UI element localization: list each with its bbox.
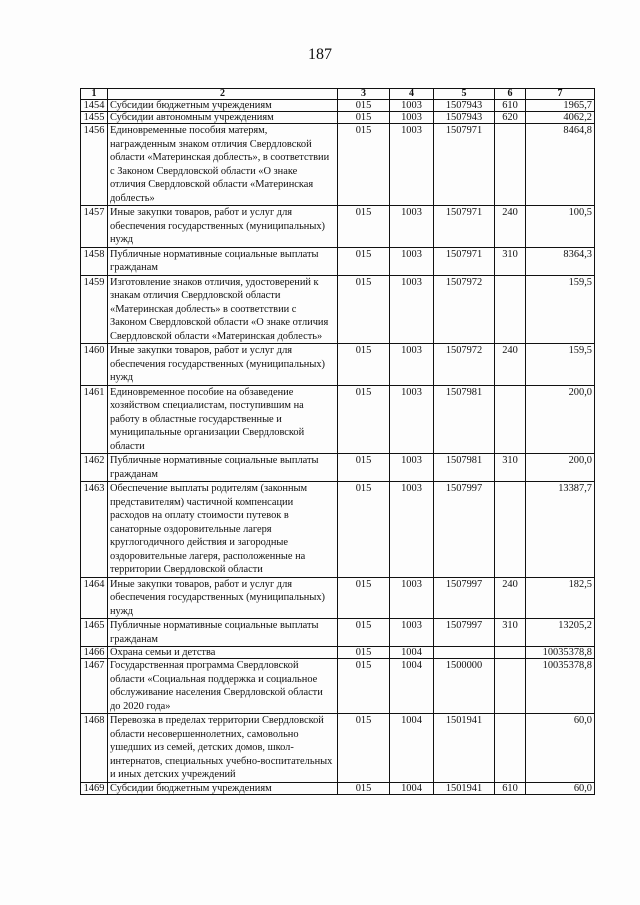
row-amount: 200,0 [526, 385, 595, 454]
table-row [81, 100, 595, 112]
section-code: 1003 [390, 577, 434, 619]
row-amount: 8364,3 [526, 247, 595, 275]
row-number: 1460 [81, 344, 108, 386]
table-row [81, 647, 595, 659]
row-name: Публичные нормативные социальные выплаты гражданам [108, 247, 338, 275]
column-header: 3 [338, 89, 390, 100]
row-amount: 10035378,8 [526, 647, 595, 659]
row-number: 1457 [81, 206, 108, 248]
section-code: 1003 [390, 206, 434, 248]
row-number: 1467 [81, 659, 108, 714]
row-amount: 13387,7 [526, 482, 595, 578]
expense-type-code: 610 [495, 782, 526, 794]
row-amount: 10035378,8 [526, 659, 595, 714]
table-row [81, 275, 595, 344]
row-amount: 4062,2 [526, 112, 595, 124]
expense-type-code [495, 659, 526, 714]
section-code: 1003 [390, 482, 434, 578]
row-amount: 159,5 [526, 275, 595, 344]
target-code: 1501941 [434, 714, 495, 783]
row-number: 1464 [81, 577, 108, 619]
admin-code: 015 [338, 619, 390, 647]
row-name: Перевозка в пределах территории Свердловской области несовершеннолетних, самовольно ушедших из семей, детских домов, школ-интернатов, специальных учебно-воспитательных и иных детских учреждений [108, 714, 338, 783]
expense-type-code: 310 [495, 619, 526, 647]
section-code: 1004 [390, 714, 434, 783]
target-code [434, 647, 495, 659]
row-number: 1454 [81, 100, 108, 112]
row-name: Публичные нормативные социальные выплаты гражданам [108, 454, 338, 482]
table-row [81, 385, 595, 454]
row-number: 1465 [81, 619, 108, 647]
row-name: Единовременное пособие на обзаведение хозяйством специалистам, поступившим на работу в областные государственные и муниципальные организации Свердловской области [108, 385, 338, 454]
target-code: 1507997 [434, 482, 495, 578]
admin-code: 015 [338, 124, 390, 206]
row-name: Субсидии автономным учреждениям [108, 112, 338, 124]
target-code: 1507997 [434, 619, 495, 647]
row-amount: 60,0 [526, 782, 595, 794]
admin-code: 015 [338, 454, 390, 482]
column-header: 1 [81, 89, 108, 100]
section-code: 1003 [390, 124, 434, 206]
budget-table [80, 88, 595, 795]
section-code: 1003 [390, 619, 434, 647]
table-row [81, 344, 595, 386]
expense-type-code [495, 647, 526, 659]
admin-code: 015 [338, 100, 390, 112]
row-number: 1456 [81, 124, 108, 206]
target-code: 1507981 [434, 454, 495, 482]
row-name: Государственная программа Свердловской области «Социальная поддержка и социальное обслуживание населения Свердловской области до 2020 года» [108, 659, 338, 714]
table-row [81, 619, 595, 647]
expense-type-code: 310 [495, 247, 526, 275]
admin-code: 015 [338, 482, 390, 578]
column-header: 5 [434, 89, 495, 100]
admin-code: 015 [338, 385, 390, 454]
table-row [81, 454, 595, 482]
row-amount: 60,0 [526, 714, 595, 783]
target-code: 1507943 [434, 100, 495, 112]
expense-type-code: 240 [495, 577, 526, 619]
target-code: 1507971 [434, 124, 495, 206]
admin-code: 015 [338, 647, 390, 659]
target-code: 1507971 [434, 206, 495, 248]
row-name: Единовременные пособия матерям, награжденным знаком отличия Свердловской области «Материнская доблесть», в соответствии с Законом Свердловской области «О знаке отличия Свердловской области «Материнская доблесть» [108, 124, 338, 206]
admin-code: 015 [338, 782, 390, 794]
row-name: Изготовление знаков отличия, удостоверений к знакам отличия Свердловской области «Материнская доблесть» в соответствии с Законом Свердловской области «О знаке отличия Свердловской области «Материнская доблесть» [108, 275, 338, 344]
admin-code: 015 [338, 714, 390, 783]
row-number: 1455 [81, 112, 108, 124]
admin-code: 015 [338, 247, 390, 275]
row-amount: 182,5 [526, 577, 595, 619]
row-name: Иные закупки товаров, работ и услуг для обеспечения государственных (муниципальных) нужд [108, 344, 338, 386]
table-row [81, 659, 595, 714]
section-code: 1003 [390, 112, 434, 124]
column-header: 2 [108, 89, 338, 100]
row-number: 1469 [81, 782, 108, 794]
target-code: 1507972 [434, 344, 495, 386]
page-number: 187 [308, 46, 332, 63]
expense-type-code [495, 714, 526, 783]
target-code: 1500000 [434, 659, 495, 714]
admin-code: 015 [338, 577, 390, 619]
row-amount: 1965,7 [526, 100, 595, 112]
target-code: 1507997 [434, 577, 495, 619]
row-number: 1462 [81, 454, 108, 482]
row-name: Публичные нормативные социальные выплаты гражданам [108, 619, 338, 647]
admin-code: 015 [338, 344, 390, 386]
row-amount: 200,0 [526, 454, 595, 482]
row-name: Иные закупки товаров, работ и услуг для обеспечения государственных (муниципальных) нужд [108, 206, 338, 248]
table-row [81, 714, 595, 783]
row-name: Субсидии бюджетным учреждениям [108, 782, 338, 794]
table-header-row [81, 89, 595, 100]
table-row [81, 124, 595, 206]
row-number: 1461 [81, 385, 108, 454]
expense-type-code [495, 275, 526, 344]
target-code: 1501941 [434, 782, 495, 794]
row-name: Обеспечение выплаты родителям (законным представителям) частичной компенсации расходов на оплату стоимости путевок в санаторные оздоровительные лагеря круглогодичного действия и загородные оздоровительные лагеря, расположенные на территории Свердловской области [108, 482, 338, 578]
row-number: 1458 [81, 247, 108, 275]
target-code: 1507981 [434, 385, 495, 454]
column-header: 7 [526, 89, 595, 100]
expense-type-code [495, 482, 526, 578]
row-number: 1466 [81, 647, 108, 659]
row-number: 1468 [81, 714, 108, 783]
row-amount: 8464,8 [526, 124, 595, 206]
section-code: 1004 [390, 647, 434, 659]
row-name: Охрана семьи и детства [108, 647, 338, 659]
expense-type-code [495, 385, 526, 454]
column-header: 6 [495, 89, 526, 100]
row-number: 1463 [81, 482, 108, 578]
admin-code: 015 [338, 659, 390, 714]
table-row [81, 206, 595, 248]
expense-type-code: 240 [495, 206, 526, 248]
section-code: 1003 [390, 100, 434, 112]
table-row [81, 482, 595, 578]
row-name: Субсидии бюджетным учреждениям [108, 100, 338, 112]
section-code: 1003 [390, 247, 434, 275]
section-code: 1003 [390, 275, 434, 344]
target-code: 1507972 [434, 275, 495, 344]
table-row [81, 247, 595, 275]
expense-type-code: 310 [495, 454, 526, 482]
row-amount: 100,5 [526, 206, 595, 248]
row-name: Иные закупки товаров, работ и услуг для обеспечения государственных (муниципальных) нужд [108, 577, 338, 619]
target-code: 1507943 [434, 112, 495, 124]
admin-code: 015 [338, 275, 390, 344]
row-amount: 13205,2 [526, 619, 595, 647]
column-header: 4 [390, 89, 434, 100]
section-code: 1004 [390, 659, 434, 714]
row-amount: 159,5 [526, 344, 595, 386]
expense-type-code: 240 [495, 344, 526, 386]
section-code: 1004 [390, 782, 434, 794]
target-code: 1507971 [434, 247, 495, 275]
admin-code: 015 [338, 206, 390, 248]
table-body [81, 100, 595, 795]
table-row [81, 577, 595, 619]
expense-type-code: 620 [495, 112, 526, 124]
table-row [81, 782, 595, 794]
row-number: 1459 [81, 275, 108, 344]
expense-type-code [495, 124, 526, 206]
expense-type-code: 610 [495, 100, 526, 112]
table-row [81, 112, 595, 124]
section-code: 1003 [390, 344, 434, 386]
section-code: 1003 [390, 454, 434, 482]
admin-code: 015 [338, 112, 390, 124]
section-code: 1003 [390, 385, 434, 454]
